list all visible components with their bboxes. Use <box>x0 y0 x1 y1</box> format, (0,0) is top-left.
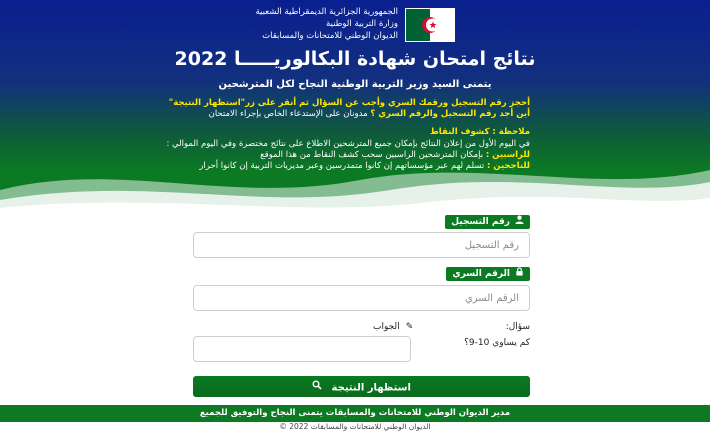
copyright: الديوان الوطني للامتحانات والمسابقات 2022 © <box>279 422 431 431</box>
failing-text: بإمكان المترشحين الراسبين سحب كشف النقاط من هذا الموقع <box>260 150 486 160</box>
passing-label: للناجحين : <box>486 161 530 171</box>
ministry-header <box>255 6 398 42</box>
credentials-question: أين أجد رقم التسجيل والرقم السري ؟ <box>370 109 530 119</box>
registration-label-text: رقم التسجيل <box>451 217 510 227</box>
answer-input[interactable] <box>193 336 411 362</box>
note-title: ملاحظة : كشوف النقاط <box>429 127 530 137</box>
header-banner <box>0 0 710 215</box>
answer-label-text: الجواب <box>373 322 400 332</box>
passing-text: تسلم لهم عبر مؤسساتهم إن كانوا متمدرسين وعبر مديريات التربية إن كانوا أحرار <box>199 161 487 171</box>
question-text: كم يساوي 10-9؟ <box>464 338 530 348</box>
note-text: في اليوم الأول من إعلان النتائج بإمكان جميع المترشحين الاطلاع على نتائج مختصرة وفي اليوم الموالي : <box>166 139 530 149</box>
secret-label-text: الرقم السري <box>452 269 510 279</box>
lock-icon <box>515 267 524 281</box>
passing-note <box>200 161 530 172</box>
registration-label <box>445 215 530 229</box>
failing-note <box>200 150 530 161</box>
user-icon <box>515 215 524 229</box>
algeria-flag-icon <box>405 8 455 42</box>
page-title: نتائج امتحان شهادة البكالوريـــــا 2022 <box>174 48 536 70</box>
question-label: سؤال: <box>505 322 530 332</box>
ministry-line: وزارة التربية الوطنية <box>325 19 398 29</box>
credentials-answer: مدونان على الإستدعاء الخاص بإجراء الامتحان <box>208 109 371 119</box>
show-result-label: استظهار النتيجة <box>331 382 411 394</box>
failing-label: للراسبين : <box>485 150 530 160</box>
footer-message: مدير الديوان الوطني للامتحانات والمسابقات يتمنى النجاح والتوفيق للجميع <box>0 405 710 422</box>
credentials-help <box>200 109 530 120</box>
page-subtitle: يتمنى السيد وزير التربية الوطنية النجاح لكل المترشحين <box>218 79 492 90</box>
ministry-line: الديوان الوطني للامتحانات والمسابقات <box>262 31 398 41</box>
search-icon <box>312 377 322 398</box>
ministry-line: الجمهورية الجزائرية الديمقراطية الشعبية <box>255 7 398 17</box>
registration-number-input[interactable] <box>193 232 530 258</box>
show-result-button[interactable] <box>193 376 530 397</box>
secret-label <box>446 267 530 281</box>
pencil-icon: ✎ <box>405 322 414 332</box>
answer-label <box>373 322 413 332</box>
instructions-line: أحجز رقم التسجيل ورقمك السري وأجب عن السؤال ثم أنقر على زر"استظهار النتيجة" <box>168 98 530 108</box>
secret-number-input[interactable] <box>193 285 530 311</box>
